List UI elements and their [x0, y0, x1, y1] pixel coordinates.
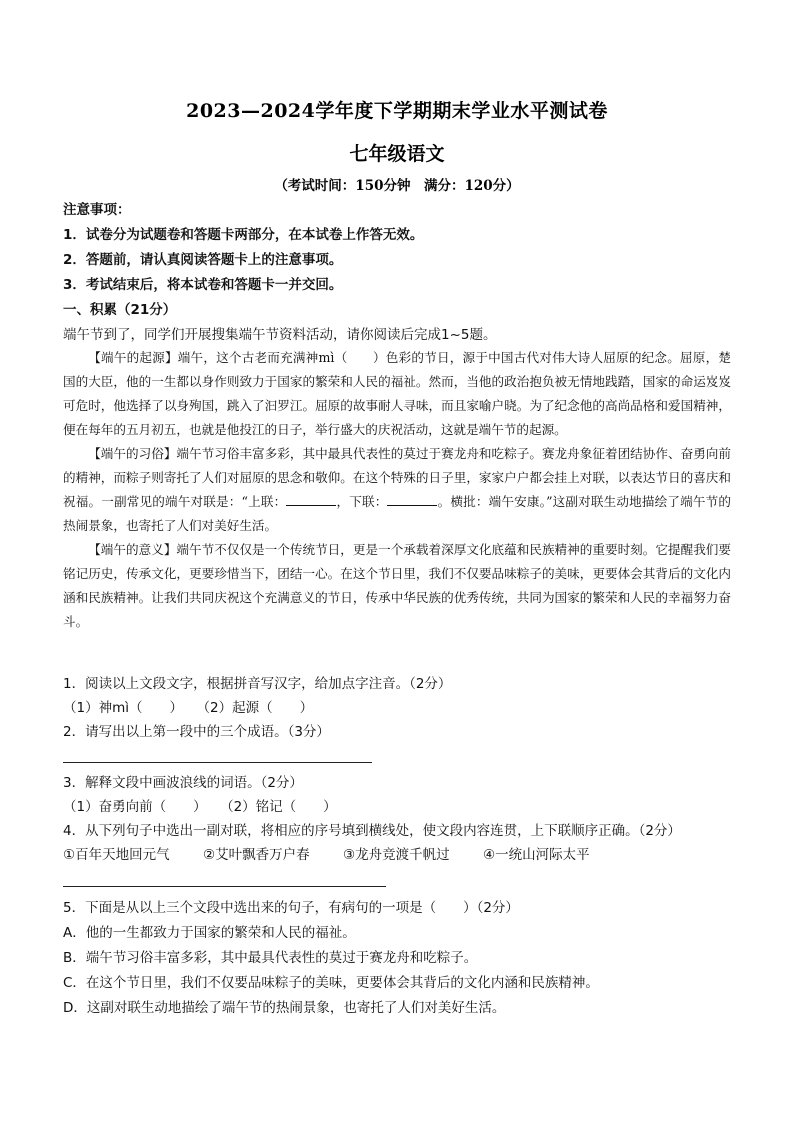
questions-part1: [63, 672, 731, 744]
note-item: 3．考试结束后，将本试卷和答题卡一并交回。: [63, 277, 343, 293]
customs-text-b: ，下联：: [336, 494, 388, 509]
note-item: 2．答题前，请认真阅读答题卡上的注意事项。: [63, 252, 343, 268]
question-1-items: （1）神mì（ ） （2）起源（ ）: [63, 700, 314, 716]
notes-section: [63, 198, 731, 347]
question-1: 1．阅读以上文段文字，根据拼音写汉字，给加点字注音。（2分）: [63, 676, 452, 692]
section-intro: 端午节到了，同学们开展搜集端午节资料活动，请你阅读后完成1~5题。: [63, 327, 497, 343]
q5-option-a: A．他的一生都致力于国家的繁荣和人民的福祉。: [63, 925, 356, 941]
question-4: 4．从下列句子中选出一副对联，将相应的序号填到横线处，使文段内容连贯，上下联顺序正确。（2分）: [63, 823, 681, 839]
passage-customs: [63, 442, 731, 538]
question-4-options: [63, 843, 731, 867]
section-heading: 一、积累（21分）: [63, 302, 177, 318]
q5-option-b: B．端午节习俗丰富多彩，其中最具代表性的莫过于赛龙舟和吃粽子。: [63, 950, 478, 966]
answer-line-q4[interactable]: [63, 886, 386, 887]
question-2: 2．请写出以上第一段中的三个成语。（3分）: [63, 724, 330, 740]
passage-origin: 【端午的起源】端午，这个古老而充满神mì（ ）色彩的节日，源于中国古代对伟大诗人屈原的纪念。屈原，楚国的大臣，他的一生都以身作则致力于国家的繁荣和人民的福祉。然而，当他的政治抱负被无情地践踏，国家的命运岌岌可危时，他选择了以身殉国，跳入了汩罗江。屈原的故事耐人寻味，而且家喻户晓。为了纪念他的高尚品格和爱国精神，便在每年的五月初五，也就是他投江的日子，举行盛大的庆祝活动，这就是端午节的起源。: [63, 350, 731, 437]
notes-heading: 注意事项：: [63, 202, 131, 218]
questions-part2: [63, 771, 731, 867]
question-3-items: （1）奋勇向前（ ） （2）铭记（ ）: [63, 799, 337, 815]
questions-part3: [63, 896, 731, 1020]
question-3: 3．解释文段中画波浪线的词语。（2分）: [63, 775, 303, 791]
q4-option: ③龙舟竞渡千帆过: [343, 847, 450, 863]
answer-line-q2[interactable]: [63, 762, 372, 763]
exam-info: （考试时间：150分钟 满分：120分）: [274, 178, 520, 194]
subject-title: 七年级语文: [349, 143, 445, 165]
q4-option: ②艾叶飘香万户春: [203, 847, 310, 863]
couplet-lower-blank[interactable]: [387, 493, 437, 506]
note-item: 1．试卷分为试题卷和答题卡两部分，在本试卷上作答无效。: [63, 227, 424, 243]
q4-option: ④一统山河际太平: [483, 847, 590, 863]
q5-option-c: C．在这个节日里，我们不仅要品味粽子的美味，更要体会其背后的文化内涵和民族精神。: [63, 975, 599, 991]
couplet-upper-blank[interactable]: [286, 493, 336, 506]
q5-option-d: D．这副对联生动地描绘了端午节的热闹景象，也寄托了人们对美好生活。: [63, 1000, 506, 1016]
customs-text-a: 【端午的习俗】端午节习俗丰富多彩，其中最具代表性的莫过于赛龙舟和吃粽子。赛龙舟象征着团结协作、奋勇向前的精神，而粽子则寄托了人们对屈原的思念和敬仰。在这个特殊的日子里，家家户户都会挂上对联，以表达节日的喜庆和祝福。一副常见的端午对联是：“上联：: [63, 446, 731, 509]
exam-title: 2023—2024学年度下学期期末学业水平测试卷: [186, 100, 608, 122]
question-5: 5．下面是从以上三个文段中选出来的句子，有病句的一项是（ ）（2分）: [63, 900, 519, 916]
customs-text-c: 。横批：端午安康。”这副对联生动地描绘了端午节的热闹景象，也寄托了人们对美好生活。: [63, 494, 731, 533]
reading-passage: [63, 346, 731, 634]
q4-option: ①百年天地回元气: [63, 847, 170, 863]
passage-meaning: 【端午的意义】端午节不仅仅是一个传统节日，更是一个承载着深厚文化底蕴和民族精神的重要时刻。它提醒我们要铭记历史，传承文化，更要珍惜当下，团结一心。在这个节日里，我们不仅要品味粽子的美味，更要体会其背后的文化内涵和民族精神。让我们共同庆祝这个充满意义的节日，传承中华民族的优秀传统，共同为国家的繁荣和人民的幸福努力奋斗。: [63, 542, 731, 629]
